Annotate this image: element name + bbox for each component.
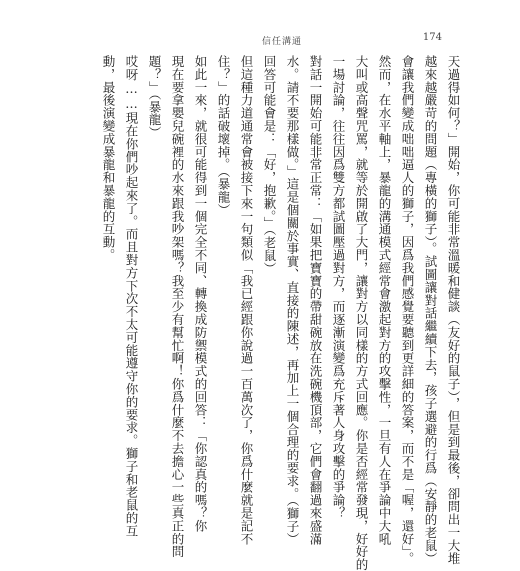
text-line: 對話一開始可能非常正常：「如果把寶寶的帶甜碗放在洗碗機頂部，它們會翻過來盛滿 [308, 55, 323, 546]
running-title: 信任溝通 [262, 37, 303, 47]
text-line: 回答可能會是：「好，抱歉。」（老鼠） [262, 55, 277, 275]
text-line: 水。請不要那樣做。」這是個關於事實、直接的陳述，再加上一個合理的要求。（獅子） [285, 55, 300, 546]
page-header [262, 32, 442, 48]
page-number: 174 [422, 32, 442, 43]
text-line: 如此一來，就很可能得到一個完全不同、轉換成防禦模式的回答：「你認真的嗎？你 [193, 55, 208, 533]
text-line: 會讓我們變成咄咄逼人的獅子，因爲我們感覺要聽到更詳細的答案，而不是「喔，還好」。 [400, 55, 415, 565]
text-line: 住？」的話破壞掉。（暴龍） [216, 55, 231, 217]
text-line: 越來越嚴苛的問題（專橫的獅子）。試圖讓對話繼續下去，孩子選避的行爲（安靜的老鼠） [423, 55, 438, 565]
text-line: 大叫或高聲咒罵，就等於開啟了大門，讓對方以同樣的方式回應。你是否經常發現，好好的 [354, 55, 369, 571]
text-line: 天過得如何？」開始，你可能非常溫暖和健談（友好的鼠子），但是到最後，卻問出一大堆 [446, 55, 461, 565]
text-line: 然而，在水平軸上，暴龍的溝通模式經常會激起對方的攻擊性，一旦有人在爭論中大吼 [377, 55, 392, 546]
text-line: 題？」（暴龍） [147, 55, 162, 140]
vertical-text-block [88, 55, 461, 571]
text-line: 但這種力道通常會被接下來一句類似「我已經跟你說過一百萬次了，你爲什麼就是記不 [239, 55, 254, 546]
text-line: 哎呀……現在你們吵起來了。而且對方下次不太可能遵守你的要求。獅子和老鼠的互 [124, 55, 139, 538]
text-line: 現在要拿嬰兒碗裡的水來跟我吵架嗎？我至少有幫忙啊！你爲什麼不去擔心一些真正的問 [170, 55, 185, 559]
text-line: 一場討論，往往因爲雙方都試圖壓過對方，而逐漸演變爲充斥著人身攻擊的爭論？ [331, 55, 346, 520]
text-line: 動，最後演變成暴龍和暴龍的互動。 [101, 55, 116, 262]
